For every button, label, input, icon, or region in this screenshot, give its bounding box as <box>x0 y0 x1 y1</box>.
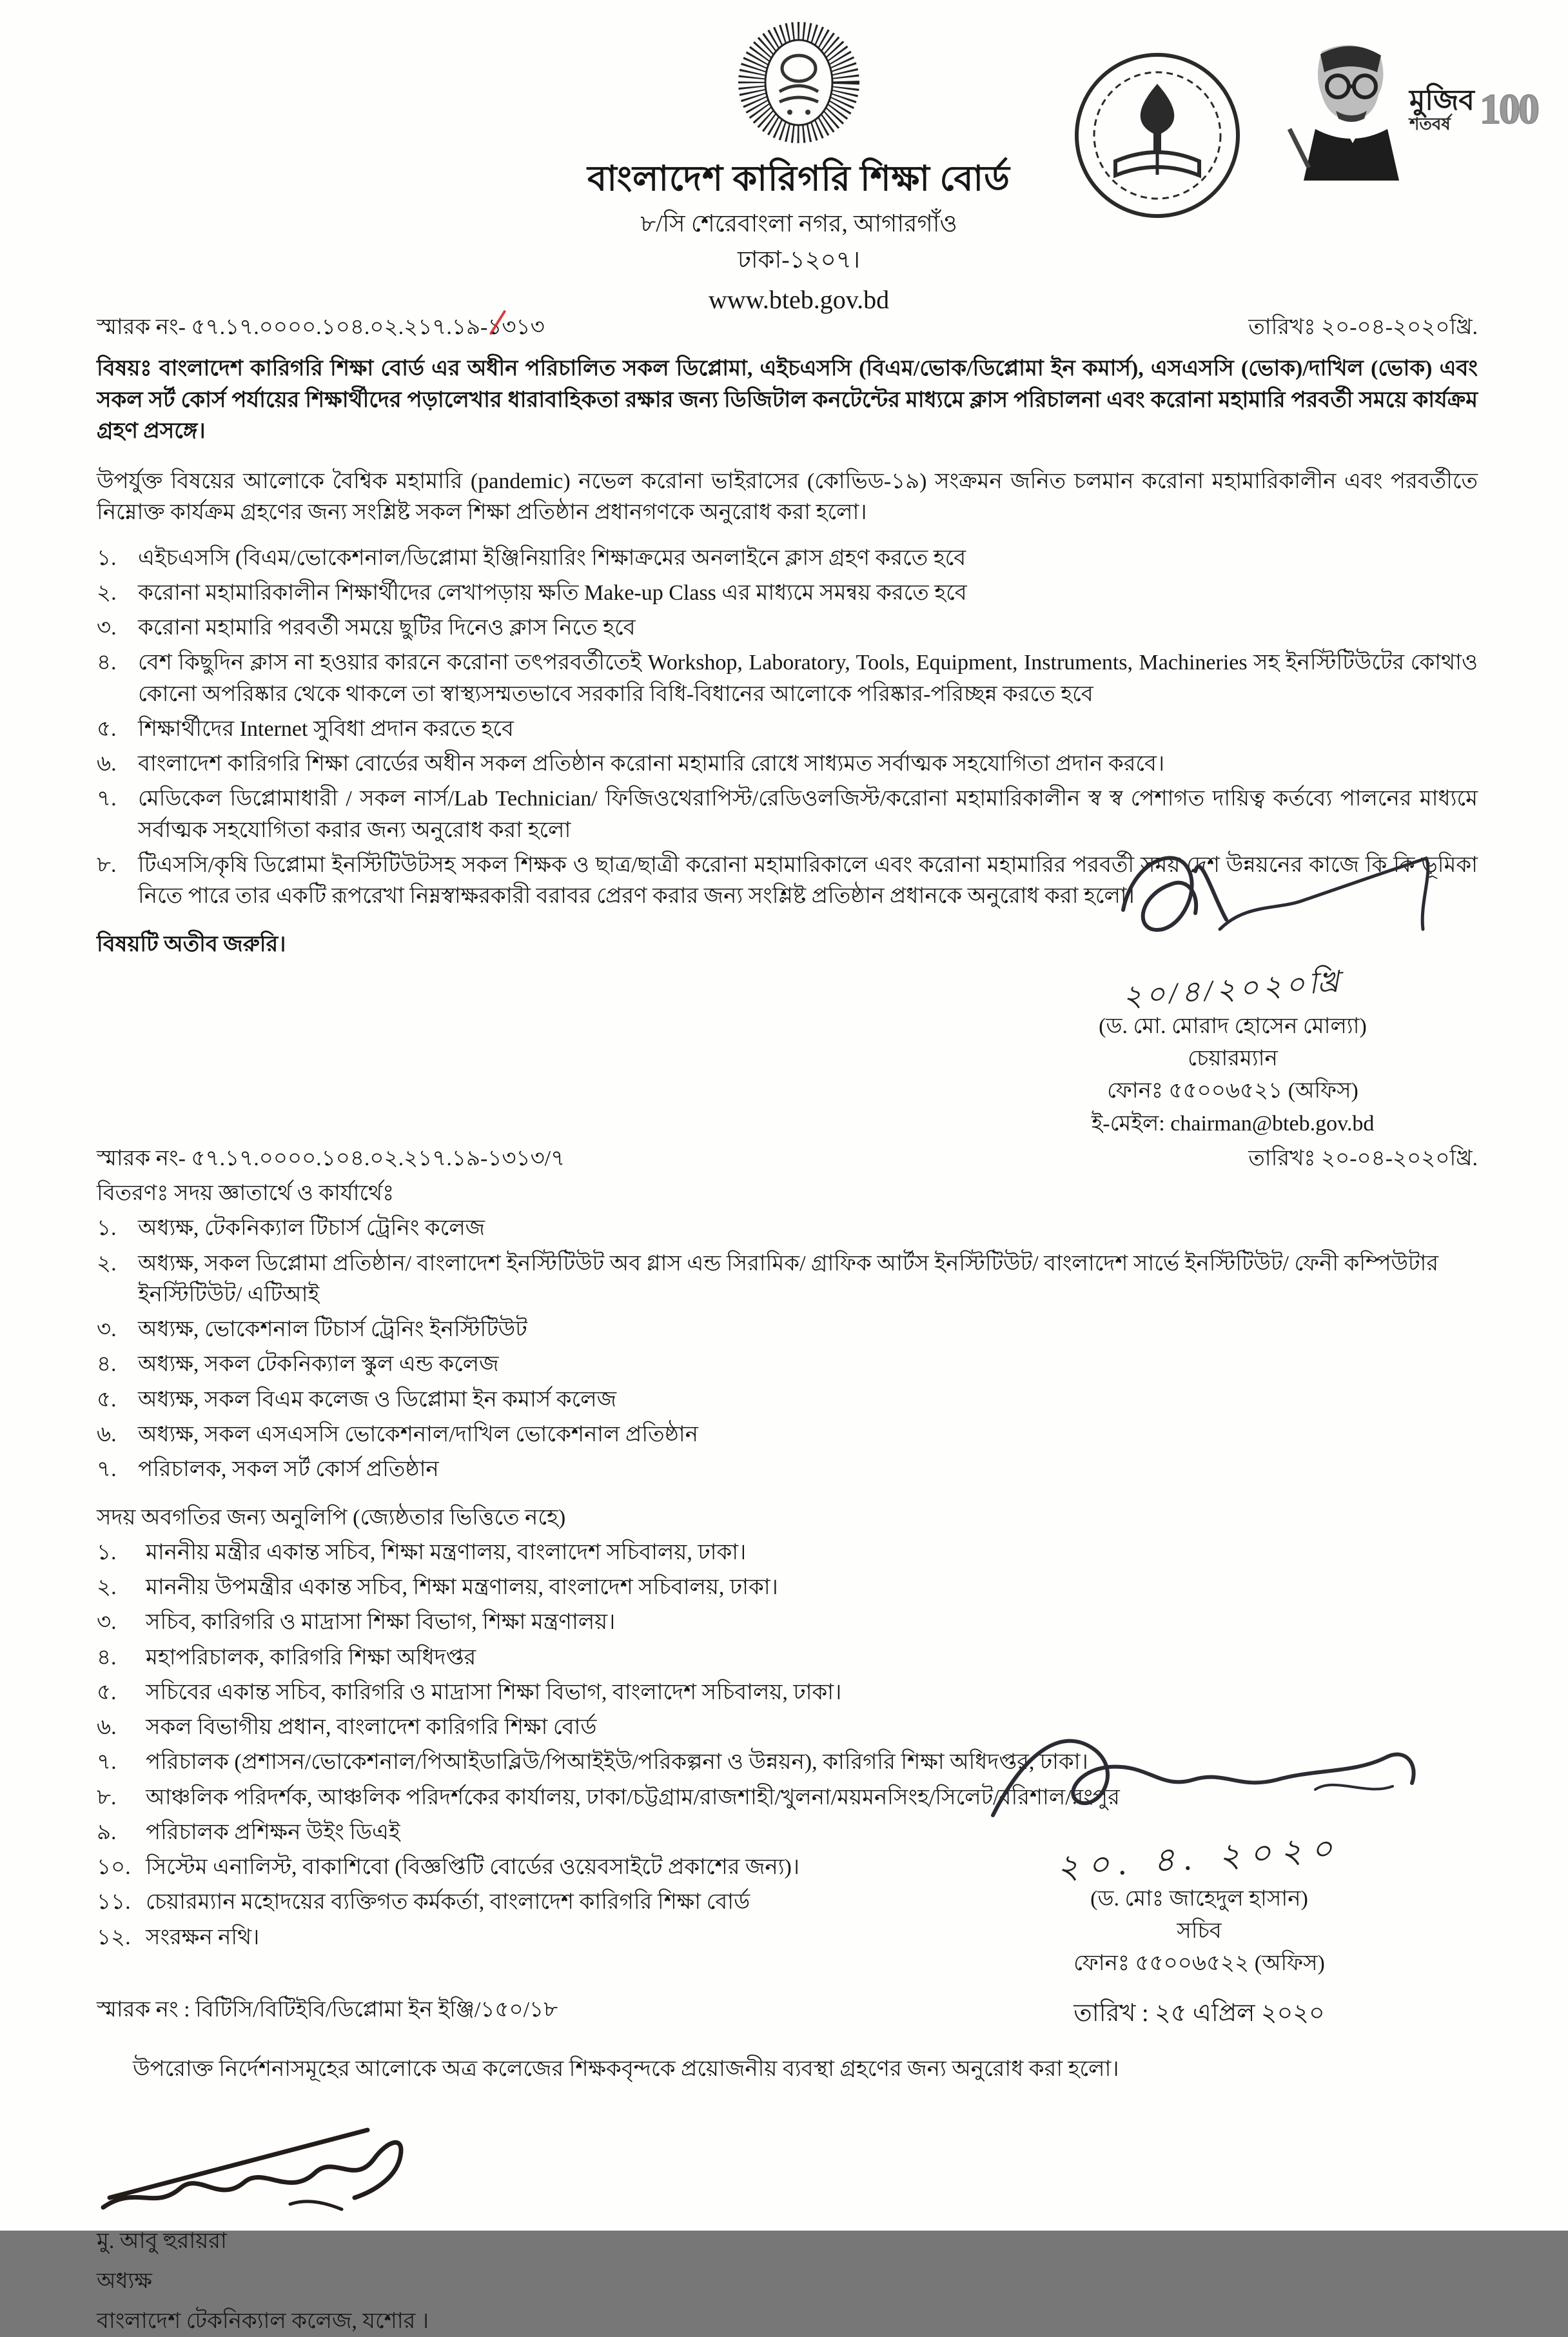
item-text: অধ্যক্ষ, সকল ডিপ্লোমা প্রতিষ্ঠান/ বাংলাদেশ ইনস্টিটিউট অব গ্লাস এন্ড সিরামিক/ গ্রাফিক আর্টস ইনস্টিটিউট/ বাংলাদেশ সার্ভে ইনস্টিটিউট/ ফেনী কম্পিউটার ইনস্টিটিউট/ এটিআই <box>138 1251 1439 1307</box>
bteb-seal-icon <box>509 13 1089 152</box>
item-text: অধ্যক্ষ, টেকনিক্যাল টিচার্স ট্রেনিং কলেজ <box>138 1216 485 1241</box>
mujib-logo-subtitle: শতবর্ষ <box>1409 115 1451 134</box>
memo-row-1 <box>97 312 1478 343</box>
item-number: ৬. <box>97 1423 117 1447</box>
secretary-signature-icon <box>967 1712 1431 1835</box>
subject-line: বিষয়ঃ বাংলাদেশ কারিগরি শিক্ষা বোর্ড এর অধীন পরিচালিত সকল ডিপ্লোমা, এইচএসসি (বিএম/ভোক/ডিপ্লোমা ইন কমার্স), এসএসসি (ভোক)/দাখিল (ভোক) এবং সকল সর্ট কোর্স পর্যায়ের শিক্ষার্থীদের পড়ালেখার ধারাবাহিকতা রক্ষার জন্য ডিজিটাল কনটেন্টের মাধ্যমে ক্লাস পরিচালনা এবং করোনা মহামারি পরবর্তী সময়ে কার্যক্রম গ্রহণ প্রসঙ্গে। <box>97 357 1478 443</box>
principal-institution: বাংলাদেশ টেকনিক্যাল কলেজ, যশোর । <box>97 2309 429 2334</box>
mujib-portrait-icon <box>1283 32 1418 187</box>
directive-item <box>97 543 1478 574</box>
copy-item <box>97 1537 1478 1568</box>
mujib-logo-title: মুজিব <box>1409 84 1475 117</box>
item-text: পরিচালক, সকল সর্ট কোর্স প্রতিষ্ঠান <box>138 1457 439 1482</box>
directive-item <box>97 749 1478 780</box>
item-text: মাননীয় উপমন্ত্রীর একান্ত সচিব, শিক্ষা মন্ত্রণালয়, বাংলাদেশ সচিবালয়, ঢাকা। <box>146 1575 778 1600</box>
urgent-note: বিষয়টি অতীব জরুরি। <box>97 932 286 956</box>
item-text: চেয়ারম্যান মহোদয়ের ব্যক্তিগত কর্মকর্তা, বাংলাদেশ কারিগরি শিক্ষা বোর্ড <box>146 1890 750 1915</box>
copy-item <box>97 1607 1478 1638</box>
distribution-item <box>97 1349 1478 1380</box>
secretary-title: সচিব <box>1177 1919 1222 1944</box>
directive-item <box>97 613 1478 644</box>
principal-signature-block <box>97 2107 548 2337</box>
item-number: ৫. <box>97 716 117 741</box>
item-text: মেডিকেল ডিপ্লোমাধারী / সকল নার্স/Lab Technician/ ফিজিওথেরাপিস্ট/রেডিওলজিস্ট/করোনা মহামারিকালীন স্ব স্ব পেশাগত দায়িত্ব কর্তব্যে পালনের মাধ্যমে সর্বাত্মক সহযোগিতা করার জন্য অনুরোধ করা হলো <box>138 787 1478 842</box>
principal-signature-icon <box>97 2107 458 2217</box>
item-number: ৪. <box>97 1352 117 1377</box>
secretary-phone: ফোনঃ ৫৫০০৬৫২২ (অফিস) <box>1073 1951 1325 1976</box>
item-text: সচিব, কারিগরি ও মাদ্রাসা শিক্ষা বিভাগ, শিক্ষা মন্ত্রণালয়। <box>146 1610 616 1635</box>
copy-item <box>97 1572 1478 1603</box>
secretary-handwritten-date: ২০. ৪. ২০২০ <box>1055 1829 1343 1887</box>
memo-date: তারিখঃ ২০-০৪-২০২০খ্রি. <box>1248 315 1478 339</box>
chairman-signature-icon <box>1026 833 1439 968</box>
item-text: শিক্ষার্থীদের Internet সুবিধা প্রদান করতে হবে <box>138 716 514 741</box>
item-number: ৩. <box>97 1610 117 1635</box>
item-number: ৮. <box>97 853 117 877</box>
item-number: ১০. <box>97 1855 131 1880</box>
item-text: অধ্যক্ষ, সকল বিএম কলেজ ও ডিপ্লোমা ইন কমার্স কলেজ <box>138 1387 616 1412</box>
memo-row-2 <box>97 1143 1478 1174</box>
item-number: ৫. <box>97 1680 117 1704</box>
chairman-email: ই-মেইল: chairman@bteb.gov.bd <box>1091 1111 1375 1136</box>
org-name: বাংলাদেশ কারিগরি শিক্ষা বোর্ড <box>587 159 1010 198</box>
chairman-handwritten-date: ২০/৪/২০২০খ্রি <box>1121 964 1344 1013</box>
secretary-name: (ড. মোঃ জাহেদুল হাসান) <box>1090 1886 1308 1911</box>
secretary-date-line: তারিখ : ২৫ এপ্রিল ২০২০ <box>1073 1999 1325 2027</box>
distribution-item <box>97 1314 1478 1345</box>
item-text: পরিচালক প্রশিক্ষন উইং ডিএই <box>146 1820 400 1844</box>
item-number: ৭. <box>97 1750 117 1775</box>
item-text: অধ্যক্ষ, সকল এসএসসি ভোকেশনাল/দাখিল ভোকেশনাল প্রতিষ্ঠান <box>138 1423 698 1447</box>
principal-title: অধ্যক্ষ <box>97 2269 152 2293</box>
item-number: ২. <box>97 580 117 605</box>
letterhead <box>97 13 1538 314</box>
item-text: এইচএসসি (বিএম/ভোকেশনাল/ডিপ্লোমা ইঞ্জিনিয়ারিং শিক্ষাক্রমের অনলাইনে ক্লাস গ্রহণ করতে হবে <box>138 546 966 570</box>
intro-paragraph: উপর্যুক্ত বিষয়ের আলোকে বৈশ্বিক মহামারি (pandemic) নভেল করোনা ভাইরাসের (কোভিড-১৯) সংক্রমন জনিত চলমান করোনা মহামারিকালীন এবং পরবর্তীতে নিম্নোক্ত কার্যক্রম গ্রহণের জন্য সংশ্লিষ্ট সকল শিক্ষা প্রতিষ্ঠান প্রধানগণকে অনুরোধ করা হলো। <box>97 469 1478 525</box>
item-number: ৩. <box>97 1317 117 1342</box>
final-instruction: উপরোক্ত নির্দেশনাসমূহের আলোকে অত্র কলেজের শিক্ষকবৃন্দকে প্রয়োজনীয় ব্যবস্থা গ্রহণের জন্য অনুরোধ করা হলো। <box>133 2057 1119 2082</box>
item-text: অধ্যক্ষ, সকল টেকনিক্যাল স্কুল এন্ড কলেজ <box>138 1352 499 1377</box>
memo-row-3 <box>97 1995 1064 2026</box>
item-number: ২. <box>97 1251 117 1276</box>
item-number: ১. <box>97 1216 117 1241</box>
memo-number: স্মারক নং : বিটিসি/বিটিইবি/ডিপ্লোমা ইন ইঞ্জি/১৫০/১৮ <box>97 1998 558 2022</box>
item-text: বেশ কিছুদিন ক্লাস না হওয়ার কারনে করোনা তৎপরবর্তীতেই Workshop, Laboratory, Tools, Equipment, Instruments, Machineries সহ ইনস্টিটিউটের কোথাও কোনো অপরিষ্কার থেকে থাকলে তা স্বাস্থ্যসম্মতভাবে সরকারি বিধি-বিধানের আলোকে পরিষ্কার-পরিচ্ছন্ন করতে হবে <box>138 651 1478 706</box>
item-text: করোনা মহামারি পরবর্তী সময়ে ছুটির দিনেও ক্লাস নিতে হবে <box>138 616 636 640</box>
item-number: ৬. <box>97 1715 117 1740</box>
item-number: ৩. <box>97 616 117 640</box>
item-number: ৭. <box>97 787 117 811</box>
copy-item <box>97 1642 1478 1673</box>
item-text: পরিচালক (প্রশাসন/ভোকেশনাল/পিআইডাব্লিউ/পিআইইউ/পরিকল্পনা ও উন্নয়ন), কারিগরি শিক্ষা অধিদপ্তর, ঢাকা। <box>146 1750 1088 1775</box>
item-text: সিস্টেম এনালিস্ট, বাকাশিবো (বিজ্ঞপ্তিটি বোর্ডের ওয়েবসাইটে প্রকাশের জন্য)। <box>146 1855 800 1880</box>
item-text: সংরক্ষন নথি। <box>146 1925 260 1949</box>
item-number: ৮. <box>97 1785 117 1809</box>
org-address-line2: ঢাকা-১২০৭। <box>737 247 860 274</box>
distribution-item <box>97 1213 1478 1244</box>
copy-item <box>97 1677 1478 1708</box>
item-text: মহাপরিচালক, কারিগরি শিক্ষা অধিদপ্তর <box>146 1645 476 1670</box>
distribution-item <box>97 1419 1478 1450</box>
item-number: ১১. <box>97 1890 131 1915</box>
org-website: www.bteb.gov.bd <box>708 284 890 314</box>
item-number: ৯. <box>97 1820 117 1844</box>
memo-number: স্মারক নং- ৫৭.১৭.০০০০.১০৪.০২.২১৭.১৯-১৩১৩ <box>97 315 545 339</box>
memo-number: স্মারক নং- ৫৭.১৭.০০০০.১০৪.০২.২১৭.১৯-১৩১৩/৭ <box>97 1146 565 1170</box>
chairman-phone: ফোনঃ ৫৫০০৬৫২১ (অফিস) <box>1107 1079 1358 1103</box>
item-text: সচিবের একান্ত সচিব, কারিগরি ও মাদ্রাসা শিক্ষা বিভাগ, বাংলাদেশ সচিবালয়, ঢাকা। <box>146 1680 842 1704</box>
institute-round-logo-icon <box>1070 48 1244 222</box>
item-number: ৪. <box>97 651 117 675</box>
distribution-heading: বিতরণঃ সদয় জ্ঞাতার্থে ও কার্যার্থেঃ <box>97 1181 395 1206</box>
chairman-name: (ড. মো. মোরাদ হোসেন মোল্যা) <box>1099 1014 1367 1038</box>
item-number: ৭. <box>97 1457 117 1482</box>
item-text: বাংলাদেশ কারিগরি শিক্ষা বোর্ডের অধীন সকল প্রতিষ্ঠান করোনা মহামারি রোধে সাধ্যমত সর্বাত্মক সহযোগিতা প্রদান করবে। <box>138 752 1165 776</box>
mujib-100-logo <box>1283 29 1554 190</box>
mujib-logo-100: 100 <box>1479 86 1538 133</box>
distribution-item <box>97 1454 1478 1485</box>
item-number: ২. <box>97 1575 117 1600</box>
item-number: ৪. <box>97 1645 117 1670</box>
item-text: আঞ্চলিক পরিদর্শক, আঞ্চলিক পরিদর্শকের কার্যালয়, ঢাকা/চট্টগ্রাম/রাজশাহী/খুলনা/ময়মনসিংহ/সিলেট/বরিশাল/রংপুর <box>146 1785 1120 1809</box>
item-number: ১২. <box>97 1925 131 1949</box>
directive-item <box>97 578 1478 609</box>
item-text: অধ্যক্ষ, ভোকেশনাল টিচার্স ট্রেনিং ইনস্টিটিউট <box>138 1317 527 1342</box>
copy-heading: সদয় অবগতির জন্য অনুলিপি (জ্যেষ্ঠতার ভিত্তিতে নহে) <box>97 1505 566 1530</box>
distribution-item <box>97 1248 1478 1311</box>
item-text: টিএসসি/কৃষি ডিপ্লোমা ইনস্টিটিউটসহ সকল শিক্ষক ও ছাত্র/ছাত্রী করোনা মহামারিকালে এবং করোনা মহামারির পরবর্তী সময় দেশ উন্নয়নের কাজে কি কি ভূমিকা নিতে পারে তার একটি রূপরেখা নিম্নস্বাক্ষরকারী বরাবর প্রেরণ করার জন্য সংশ্লিষ্ট প্রতিষ্ঠান প্রধানকে অনুরোধ করা হলো। <box>138 853 1478 909</box>
item-text: করোনা মহামারিকালীন শিক্ষার্থীদের লেখাপড়ায় ক্ষতি Make-up Class এর মাধ্যমে সমন্বয় করতে হবে <box>138 580 967 605</box>
memo-date: তারিখঃ ২০-০৪-২০২০খ্রি. <box>1248 1146 1478 1170</box>
distribution-item <box>97 1385 1478 1415</box>
item-number: ১. <box>97 1540 117 1564</box>
chairman-signature-block <box>988 833 1478 1139</box>
directive-item <box>97 647 1478 710</box>
distribution-list <box>97 1213 1478 1485</box>
directive-item <box>97 714 1478 745</box>
item-number: ৬. <box>97 752 117 776</box>
chairman-title: চেয়ারম্যান <box>1188 1047 1278 1071</box>
principal-name: মু. আবু হুরায়রা <box>97 2229 227 2253</box>
org-address-line1: ৮/সি শেরেবাংলা নগর, আগারগাঁও <box>640 210 957 237</box>
secretary-signature-block <box>941 1712 1457 2031</box>
item-number: ১. <box>97 546 117 570</box>
item-text: সকল বিভাগীয় প্রধান, বাংলাদেশ কারিগরি শিক্ষা বোর্ড <box>146 1715 597 1740</box>
item-text: মাননীয় মন্ত্রীর একান্ত সচিব, শিক্ষা মন্ত্রণালয়, বাংলাদেশ সচিবালয়, ঢাকা। <box>146 1540 747 1564</box>
item-number: ৫. <box>97 1387 117 1412</box>
